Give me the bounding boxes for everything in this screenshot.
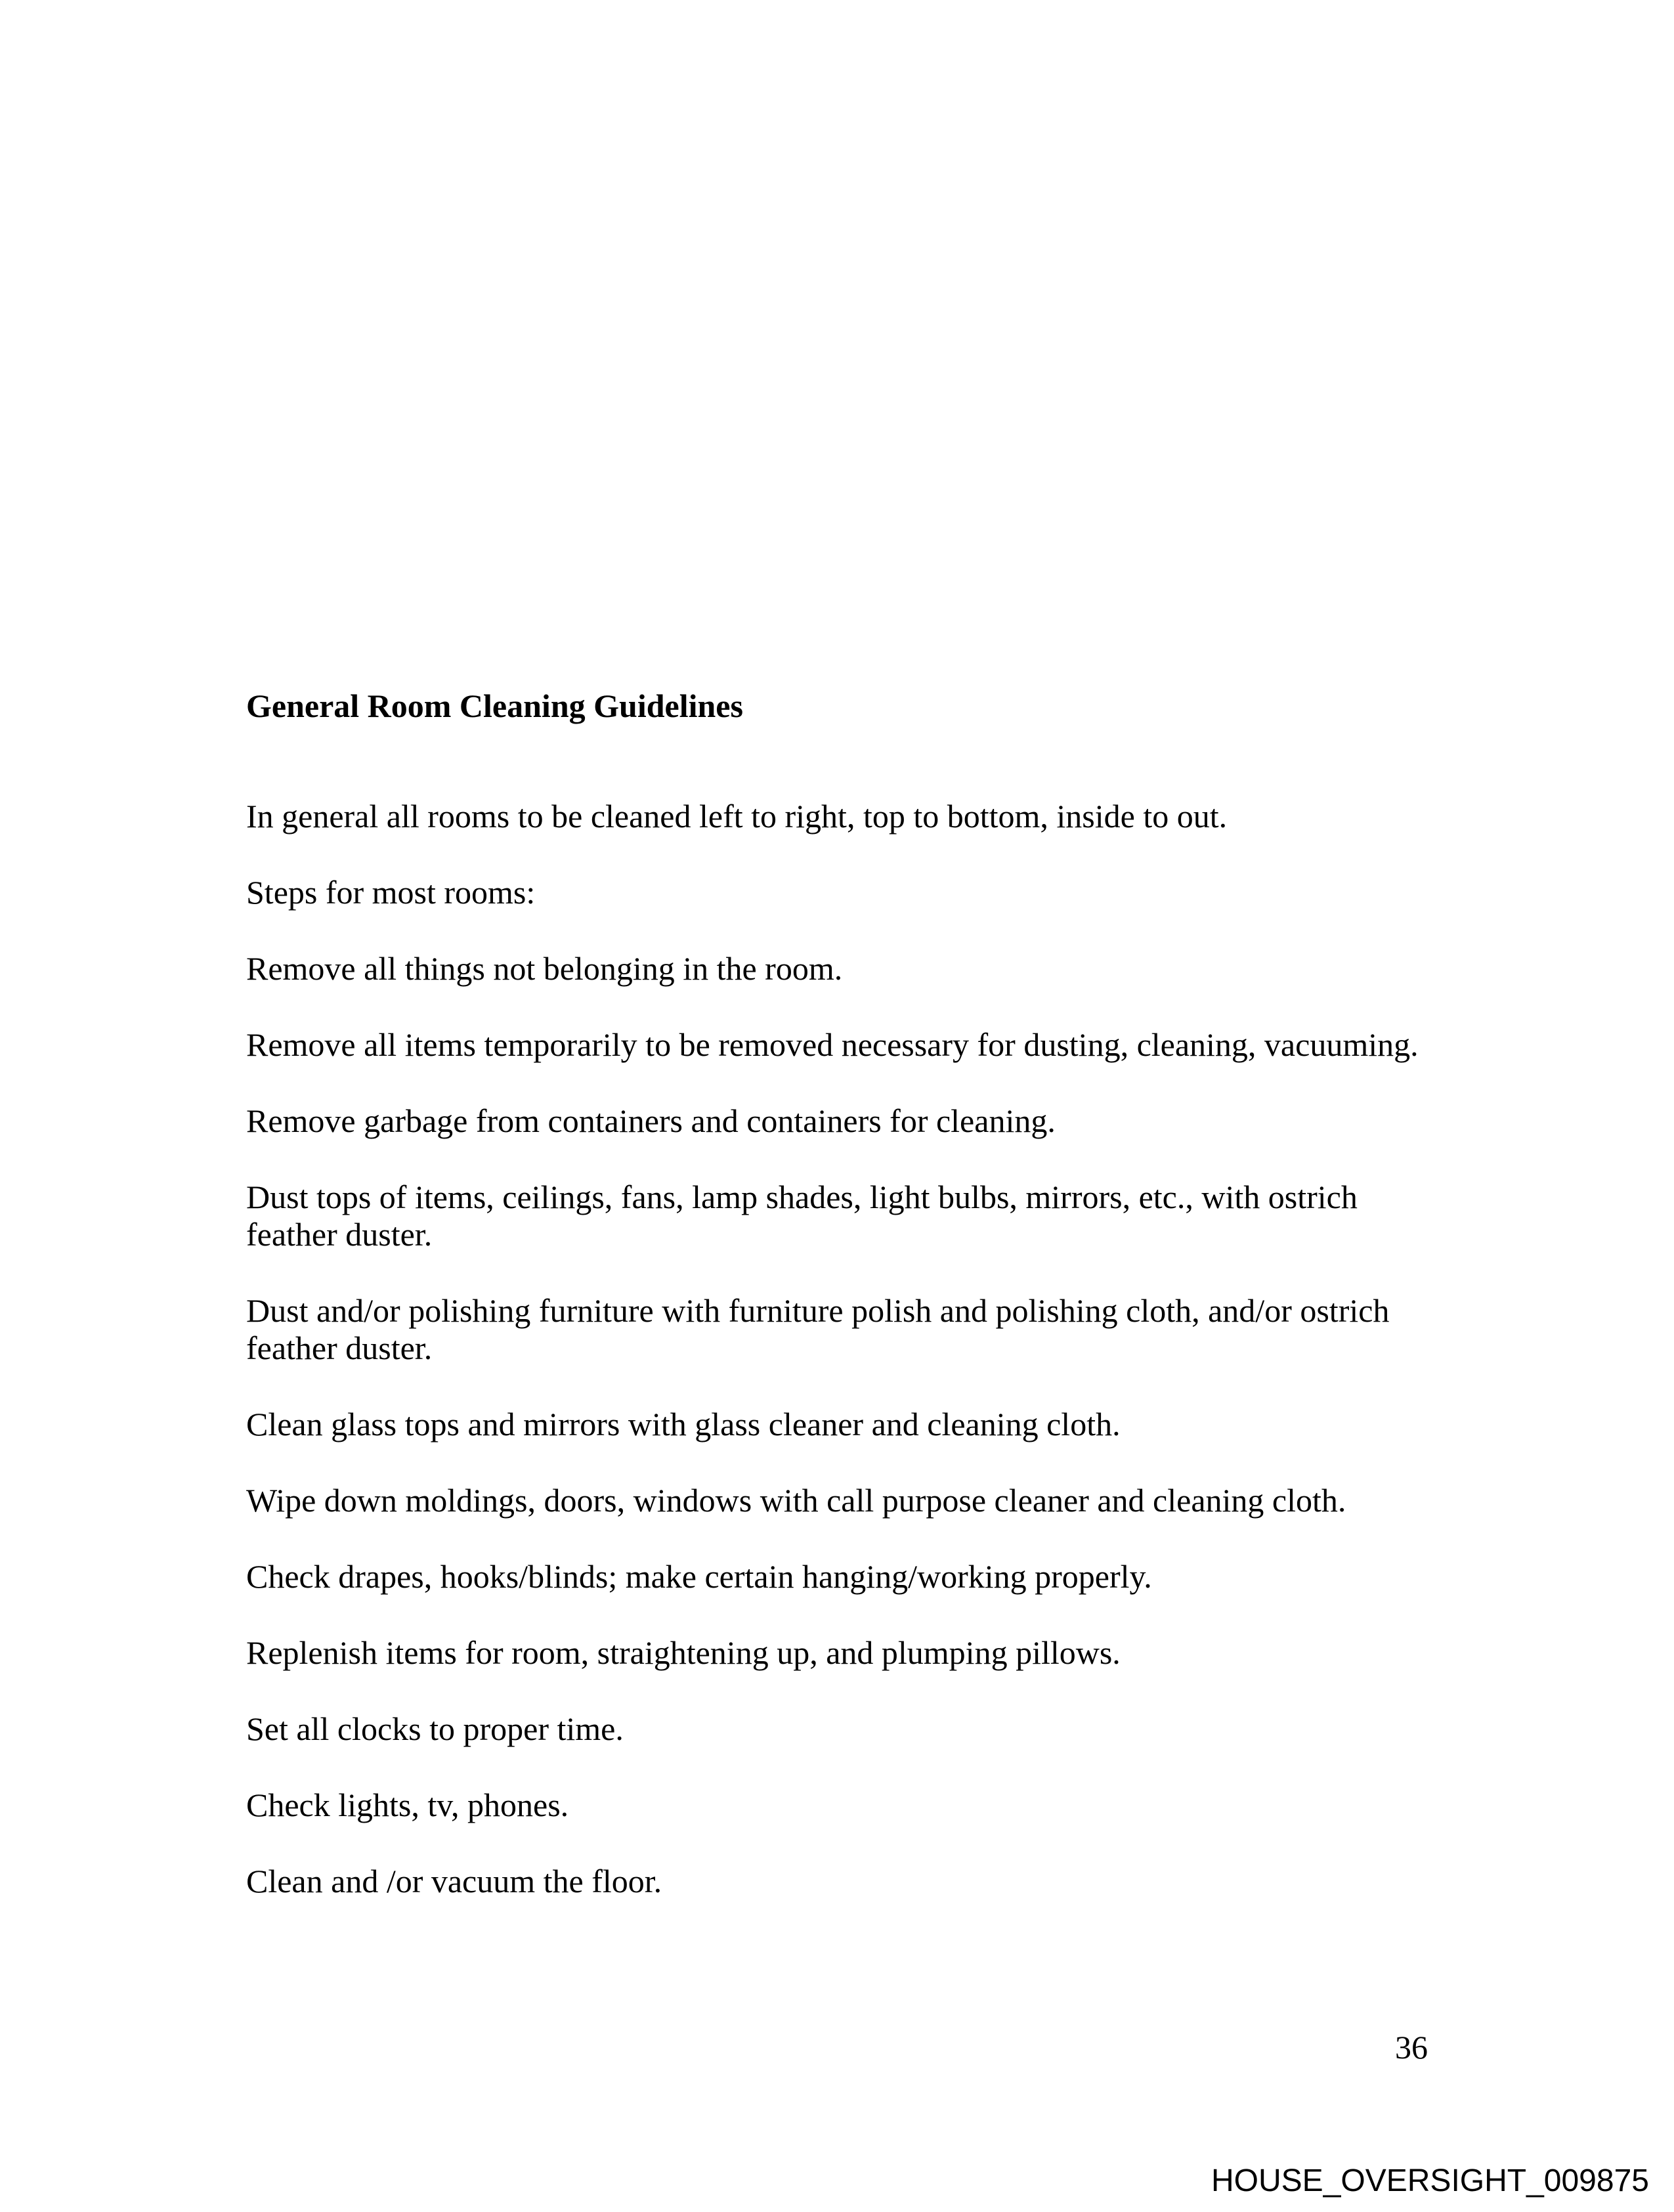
document-body — [246, 687, 1428, 1939]
paragraph-dust-polish-furniture: Dust and/or polishing furniture with furniture polish and polishing cloth, and/or ostrich feather duster. — [246, 1292, 1390, 1366]
paragraph-dust-tops: Dust tops of items, ceilings, fans, lamp shades, light bulbs, mirrors, etc., with ostrich feather duster. — [246, 1179, 1358, 1253]
paragraph-remove-garbage: Remove garbage from containers and containers for cleaning. — [246, 1102, 1056, 1139]
paragraph-check-lights: Check lights, tv, phones. — [246, 1787, 569, 1823]
paragraph-general-rule: In general all rooms to be cleaned left to right, top to bottom, inside to out. — [246, 798, 1228, 835]
page-number: 36 — [1395, 2029, 1428, 2066]
paragraph-replenish-items: Replenish items for room, straightening up, and plumping pillows. — [246, 1634, 1121, 1671]
document-title: General Room Cleaning Guidelines — [246, 687, 743, 724]
paragraph-clean-glass: Clean glass tops and mirrors with glass cleaner and cleaning cloth. — [246, 1406, 1121, 1442]
paragraph-set-clocks: Set all clocks to proper time. — [246, 1710, 624, 1747]
paragraph-check-drapes: Check drapes, hooks/blinds; make certain hanging/working properly. — [246, 1558, 1152, 1595]
paragraph-remove-things: Remove all things not belonging in the room. — [246, 950, 843, 987]
bates-stamp: HOUSE_OVERSIGHT_009875 — [1211, 2163, 1649, 2198]
paragraph-remove-items: Remove all items temporarily to be removed necessary for dusting, cleaning, vacuuming. — [246, 1026, 1419, 1063]
paragraph-steps-heading: Steps for most rooms: — [246, 874, 536, 911]
paragraph-clean-floor: Clean and /or vacuum the floor. — [246, 1863, 662, 1899]
paragraph-wipe-moldings: Wipe down moldings, doors, windows with call purpose cleaner and cleaning cloth. — [246, 1482, 1346, 1519]
